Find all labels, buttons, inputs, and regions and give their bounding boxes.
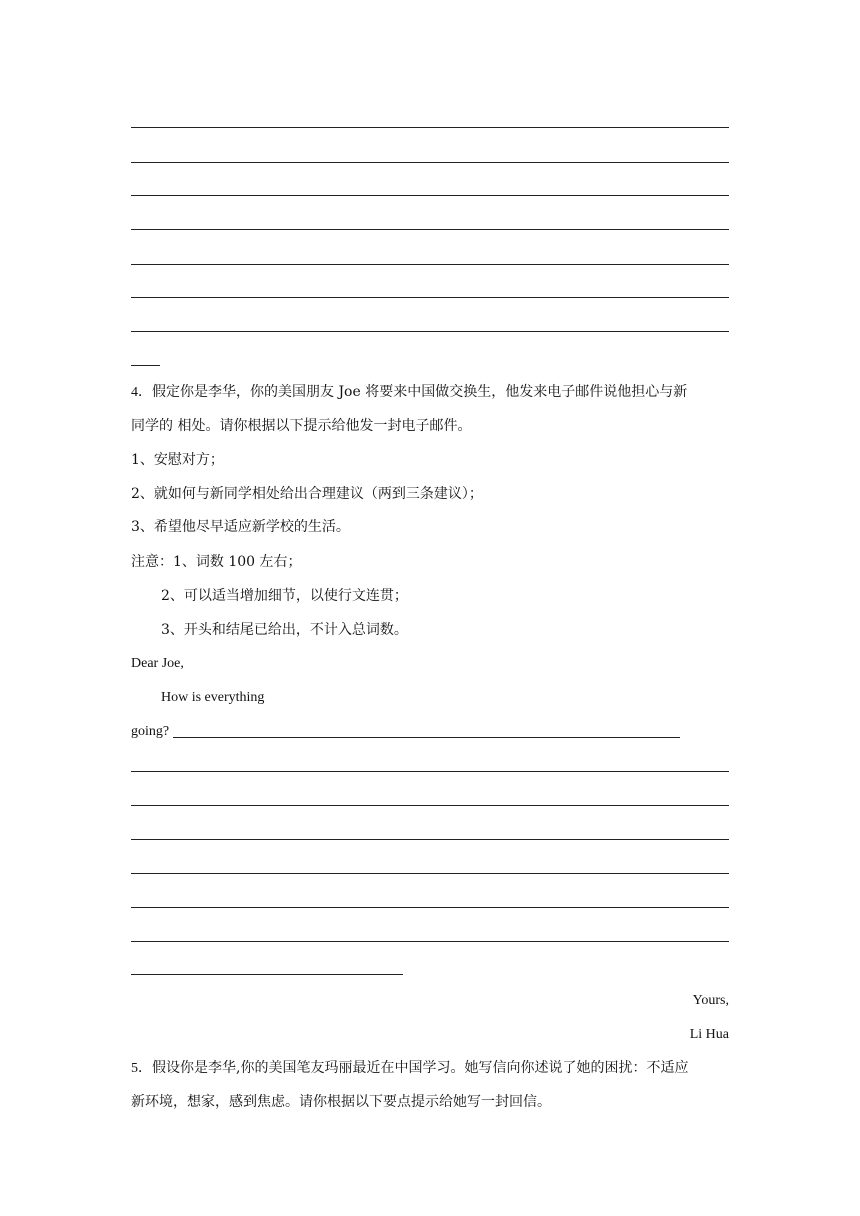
answer-line[interactable] — [131, 162, 729, 163]
answer-line-going[interactable] — [173, 737, 680, 738]
hint-point-3: 3、希望他尽早适应新学校的生活。 — [131, 519, 350, 535]
answer-line[interactable] — [131, 771, 729, 772]
answer-line-last[interactable] — [131, 974, 403, 975]
question-text: ．假定你是李华，你的美国朋友 Joe 将要来中国做交换生，他发来电子邮件说他担心与新 — [138, 384, 688, 400]
note-label: 注意： — [131, 554, 173, 570]
question-4-prompt — [131, 383, 687, 402]
hint-point-1: 1、安慰对方； — [131, 452, 224, 468]
note-line-1 — [131, 553, 302, 571]
answer-line[interactable] — [131, 331, 729, 332]
letter-going: going? — [131, 724, 170, 739]
letter-closing: Yours, — [692, 993, 729, 1008]
letter-opening: How is everything — [161, 690, 265, 705]
answer-line[interactable] — [131, 907, 729, 908]
note-item-1: 1、词数 100 左右； — [173, 554, 302, 570]
answer-line[interactable] — [131, 229, 729, 230]
answer-line[interactable] — [131, 195, 729, 196]
note-item-3: 3、开头和结尾已给出，不计入总词数。 — [161, 622, 408, 638]
answer-line[interactable] — [131, 297, 729, 298]
hint-point-2: 2、就如何与新同学相处给出合理建议（两到三条建议）； — [131, 486, 483, 502]
answer-line[interactable] — [131, 873, 729, 874]
question-number: 5 — [131, 1061, 138, 1076]
note-item-2: 2、可以适当增加细节，以使行文连贯； — [161, 588, 408, 604]
letter-signature: Li Hua — [689, 1027, 729, 1042]
answer-line[interactable] — [131, 941, 729, 942]
question-number: 4 — [131, 385, 138, 400]
answer-line[interactable] — [131, 805, 729, 806]
answer-line[interactable] — [131, 839, 729, 840]
letter-greeting: Dear Joe, — [131, 656, 184, 671]
answer-line-stub[interactable] — [131, 365, 160, 366]
question-4-prompt-cont: 同学的 相处。请你根据以下提示给他发一封电子邮件。 — [131, 418, 472, 434]
answer-line[interactable] — [131, 127, 729, 128]
answer-line[interactable] — [131, 264, 729, 265]
question-5-prompt — [131, 1059, 688, 1078]
question-5-prompt-cont: 新环境，想家，感到焦虑。请你根据以下要点提示给她写一封回信。 — [131, 1094, 551, 1110]
question-text: ．假设你是李华,你的美国笔友玛丽最近在中国学习。她写信向你述说了她的困扰：不适应 — [138, 1060, 689, 1076]
